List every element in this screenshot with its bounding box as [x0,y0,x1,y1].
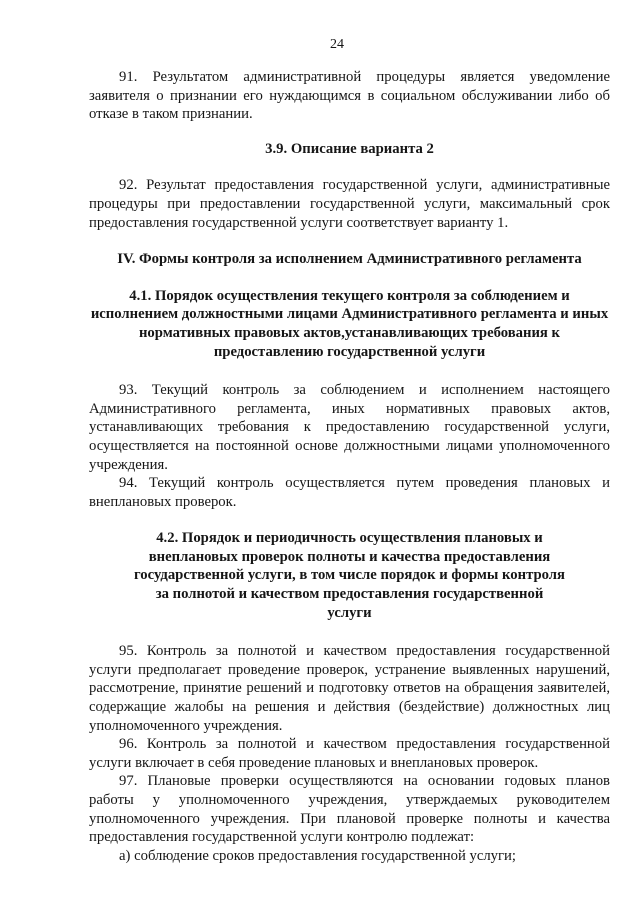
paragraph-94: 94. Текущий контроль осуществляется путем проведения плановых и внеплановых проверок. [89,475,610,510]
list-item-a: а) соблюдение сроков предоставления государственной услуги; [119,847,516,864]
chapter-heading-iv: IV. Формы контроля за исполнением Административного регламента [117,251,582,268]
section-heading-4-1: 4.1. Порядок осуществления текущего контроля за соблюдением и исполнением должностными лицами Административного регламента и иных нормативных правовых актов,устанавливающих требования к предоставлению государственной услуги [90,287,609,360]
paragraph-91: 91. Результатом административной процедуры является уведомление заявителя о признании его нуждающимся в социальном обслуживании либо об отказе в таком признании. [89,69,610,123]
paragraph-96: 96. Контроль за полнотой и качеством предоставления государственной услуги включает в себя проведение плановых и внеплановых проверок. [89,736,610,771]
paragraph-92: 92. Результат предоставления государственной услуги, административные процедуры при предоставлении государственной услуги, максимальный срок предоставления государственной услуги соответствует варианту 1. [89,177,610,231]
paragraph-95: 95. Контроль за полнотой и качеством предоставления государственной услуги предполагает проведение проверок, устранение выявленных нарушений, рассмотрение, принятие решений и подготовку ответов на обращения заявителей, содержащие жалобы на решения и действия (бездействие) должностных лиц уполномоченного учреждения. [89,643,610,734]
section-heading-3-9: 3.9. Описание варианта 2 [265,140,434,157]
page-number: 24 [330,37,344,52]
section-heading-4-2: 4.2. Порядок и периодичность осуществления плановых и внеплановых проверок полноты и качества предоставления государственной услуги, в том числе порядок и формы контроля за полнотой и качеством предоставления государственной услуги [134,530,565,621]
paragraph-93: 93. Текущий контроль за соблюдением и исполнением настоящего Административного регламента, иных нормативных правовых актов, устанавливающих требования к предоставлению государственной услуги, осуществляется на постоянной основе должностными лицами уполномоченного учреждения. [89,382,610,473]
paragraph-97: 97. Плановые проверки осуществляются на основании годовых планов работы у уполномоченного учреждения, утверждаемых руководителем уполномоченного учреждения. При плановой проверке полноты и качества предоставления государственной услуги контролю подлежат: [89,773,610,846]
